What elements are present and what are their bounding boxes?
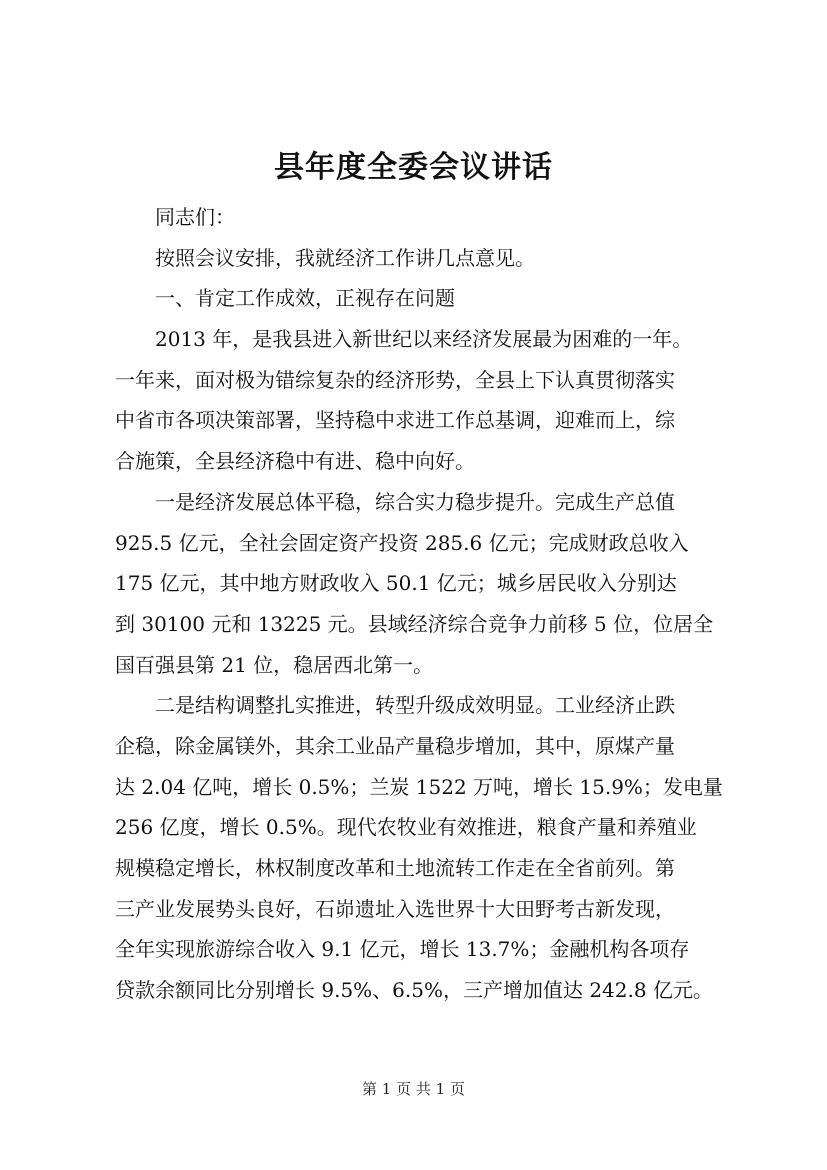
paragraph-line: 一是经济发展总体平稳，综合实力稳步提升。完成生产总值 <box>155 489 675 514</box>
paragraph-line: 到 30100 元和 13225 元。县域经济综合竞争力前移 5 位，位居全 <box>115 611 714 636</box>
paragraph-line: 按照会议安排，我就经济工作讲几点意见。 <box>155 245 535 270</box>
paragraph-line: 企稳，除金属镁外，其余工业品产量稳步增加，其中，原煤产量 <box>115 733 675 758</box>
paragraph-line: 全年实现旅游综合收入 9.1 亿元，增长 13.7%；金融机构各项存 <box>115 937 690 962</box>
paragraph-line: 256 亿度，增长 0.5%。现代农牧业有效推进，粮食产量和养殖业 <box>115 815 697 840</box>
paragraph-line: 一年来，面对极为错综复杂的经济形势，全县上下认真贯彻落实 <box>115 367 675 392</box>
document-title: 县年度全委会议讲话 <box>274 150 553 185</box>
paragraph-line: 达 2.04 亿吨，增长 0.5%；兰炭 1522 万吨，增长 15.9%；发电量 <box>115 774 723 799</box>
section-heading: 一、肯定工作成效，正视存在问题 <box>155 286 455 311</box>
paragraph-line: 国百强县第 21 位，稳居西北第一。 <box>115 652 434 677</box>
salutation: 同志们： <box>155 205 235 229</box>
paragraph-line: 规模稳定增长，林权制度改革和土地流转工作走在全省前列。第 <box>115 856 675 880</box>
paragraph-line: 175 亿元，其中地方财政收入 50.1 亿元；城乡居民收入分别达 <box>115 571 677 596</box>
paragraph-line: 中省市各项决策部署，坚持稳中求进工作总基调，迎难而上，综 <box>115 408 675 433</box>
paragraph-line: 二是结构调整扎实推进，转型升级成效明显。工业经济止跌 <box>155 693 675 718</box>
paragraph-line: 925.5 亿元，全社会固定资产投资 285.6 亿元；完成财政总收入 <box>115 530 689 555</box>
page-number: 第 1 页 共 1 页 <box>362 1080 465 1098</box>
paragraph-line: 贷款余额同比分别增长 9.5%、6.5%，三产增加值达 242.8 亿元。 <box>115 978 713 1003</box>
document-body <box>115 197 740 1011</box>
paragraph-line: 三产业发展势头良好，石峁遗址入选世界十大田野考古新发现， <box>115 896 675 921</box>
paragraph-line: 合施策，全县经济稳中有进、稳中向好。 <box>115 449 475 474</box>
paragraph-line: 2013 年，是我县进入新世纪以来经济发展最为困难的一年。 <box>155 327 693 352</box>
